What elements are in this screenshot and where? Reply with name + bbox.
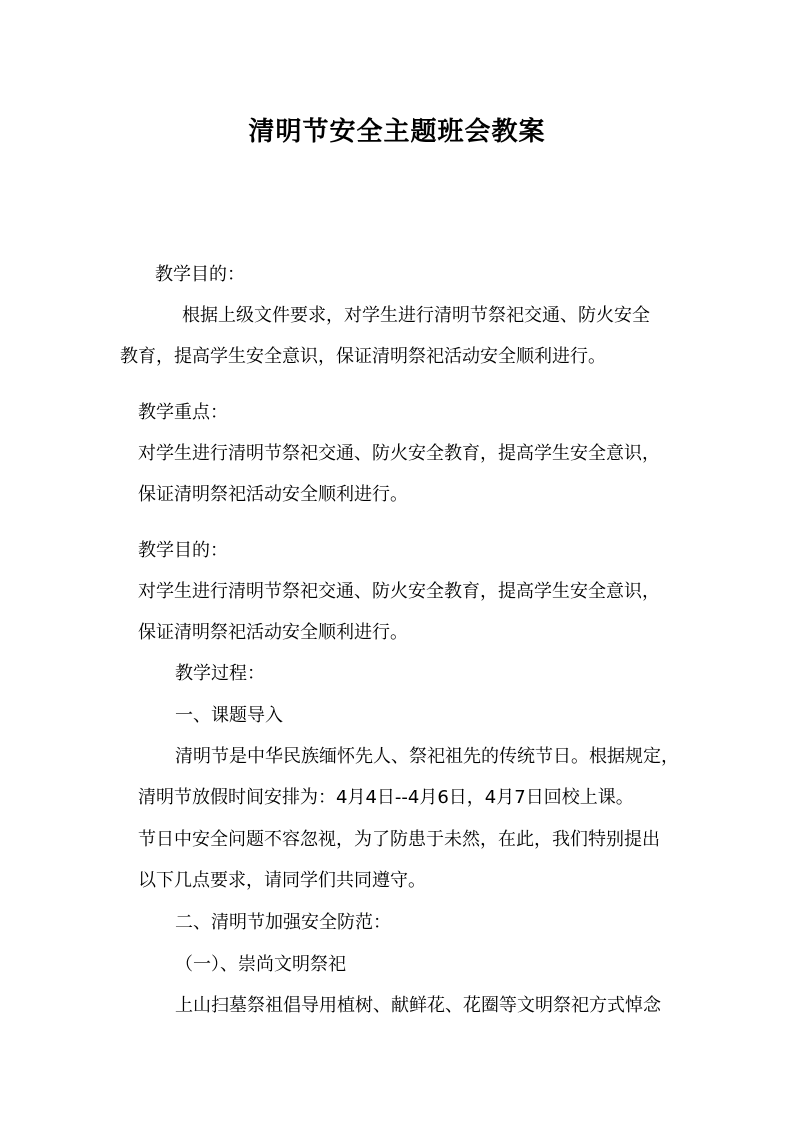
key-points-line-1: 对学生进行清明节祭祀交通、防火安全教育，提高学生安全意识， <box>138 443 660 464</box>
section1-line-1: 清明节是中华民族缅怀先人、祭祀祖先的传统节日。根据规定， <box>175 746 679 767</box>
document-title: 清明节安全主题班会教案 <box>248 117 546 147</box>
objective-line-1: 根据上级文件要求，对学生进行清明节祭祀交通、防火安全 <box>182 305 650 326</box>
objective-line-2: 教育，提高学生安全意识，保证清明祭祀活动安全顺利进行。 <box>120 346 606 367</box>
subsection1-heading: （一）、崇尚文明祭祀 <box>175 954 346 975</box>
process-heading: 教学过程： <box>175 663 265 684</box>
goal-line-2: 保证清明祭祀活动安全顺利进行。 <box>138 622 408 643</box>
section1-line-2: 清明节放假时间安排为：4月4日--4月6日，4月7日回校上课。 <box>138 787 634 808</box>
section1-heading: 一、课题导入 <box>175 705 283 726</box>
goal-heading: 教学目的： <box>138 540 228 561</box>
section1-line-4: 以下几点要求，请同学们共同遵守。 <box>138 870 426 891</box>
objective-heading: 教学目的： <box>155 264 245 285</box>
section1-line-3: 节日中安全问题不容忽视，为了防患于未然，在此，我们特别提出 <box>138 829 660 850</box>
key-points-line-2: 保证清明祭祀活动安全顺利进行。 <box>138 484 408 505</box>
subsection1-line-1: 上山扫墓祭祖倡导用植树、献鲜花、花圈等文明祭祀方式悼念 <box>175 995 661 1016</box>
section2-heading: 二、清明节加强安全防范： <box>175 912 391 933</box>
goal-line-1: 对学生进行清明节祭祀交通、防火安全教育，提高学生安全意识， <box>138 581 660 602</box>
key-points-heading: 教学重点： <box>138 402 228 423</box>
